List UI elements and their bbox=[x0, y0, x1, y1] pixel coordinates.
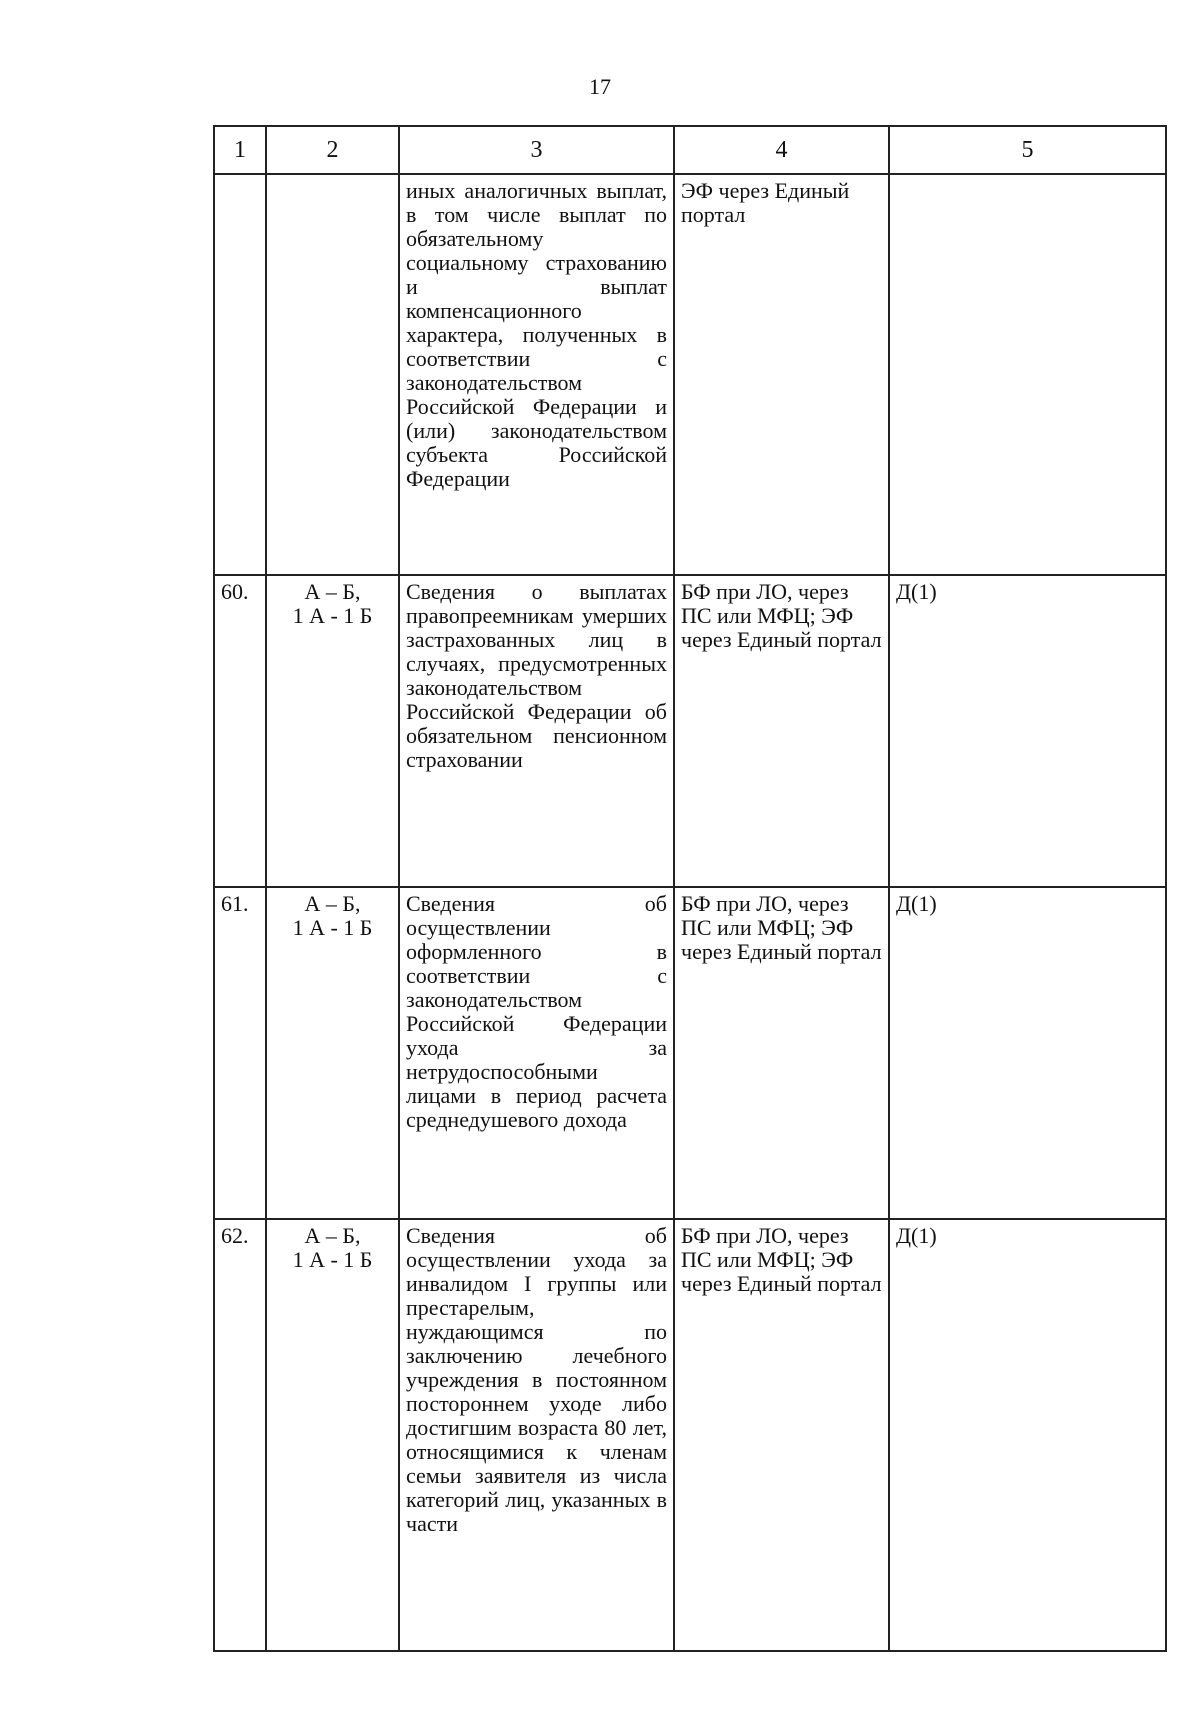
row-code: Д(1) bbox=[889, 1219, 1166, 1651]
row-number: 60. bbox=[214, 575, 266, 887]
row-description: Сведения об осуществлении оформленного в соответствии с законодательством Российской Федерации ухода за нетрудоспособными лицами в период расчета среднедушевого дохода bbox=[399, 887, 674, 1219]
row-number bbox=[214, 174, 266, 575]
row-method: БФ при ЛО, через ПС или МФЦ; ЭФ через Единый портал bbox=[674, 1219, 889, 1651]
row-number: 62. bbox=[214, 1219, 266, 1651]
column-header: 3 bbox=[399, 126, 674, 174]
table-row bbox=[214, 887, 1166, 1219]
row-group: А – Б, 1 А - 1 Б bbox=[266, 1219, 399, 1651]
page-number: 17 bbox=[589, 74, 611, 99]
row-description: иных аналогичных выплат, в том числе выплат по обязательному социальному страхованию и выплат компенсационного характера, полученных в соответствии с законодательством Российской Федерации и (или) законодательством субъекта Российской Федерации bbox=[399, 174, 674, 575]
row-method: ЭФ через Единый портал bbox=[674, 174, 889, 575]
table-row bbox=[214, 1219, 1166, 1651]
row-group: А – Б, 1 А - 1 Б bbox=[266, 887, 399, 1219]
row-method: БФ при ЛО, через ПС или МФЦ; ЭФ через Единый портал bbox=[674, 887, 889, 1219]
column-header: 1 bbox=[214, 126, 266, 174]
services-table bbox=[213, 125, 1167, 1652]
table-header-row bbox=[214, 126, 1166, 174]
row-code: Д(1) bbox=[889, 575, 1166, 887]
row-description: Сведения о выплатах правопреемникам умерших застрахованных лиц в случаях, предусмотренных законодательством Российской Федерации об обязательном пенсионном страховании bbox=[399, 575, 674, 887]
table-row bbox=[214, 174, 1166, 575]
row-code bbox=[889, 174, 1166, 575]
row-code: Д(1) bbox=[889, 887, 1166, 1219]
row-group: А – Б, 1 А - 1 Б bbox=[266, 575, 399, 887]
row-description: Сведения об осуществлении ухода за инвалидом I группы или престарелым, нуждающимся по заключению лечебного учреждения в постоянном постороннем уходе либо достигшим возраста 80 лет, относящимися к членам семьи заявителя из числа категорий лиц, указанных в части bbox=[399, 1219, 674, 1651]
column-header: 2 bbox=[266, 126, 399, 174]
row-group bbox=[266, 174, 399, 575]
table-row bbox=[214, 575, 1166, 887]
column-header: 5 bbox=[889, 126, 1166, 174]
row-method: БФ при ЛО, через ПС или МФЦ; ЭФ через Единый портал bbox=[674, 575, 889, 887]
row-number: 61. bbox=[214, 887, 266, 1219]
column-header: 4 bbox=[674, 126, 889, 174]
